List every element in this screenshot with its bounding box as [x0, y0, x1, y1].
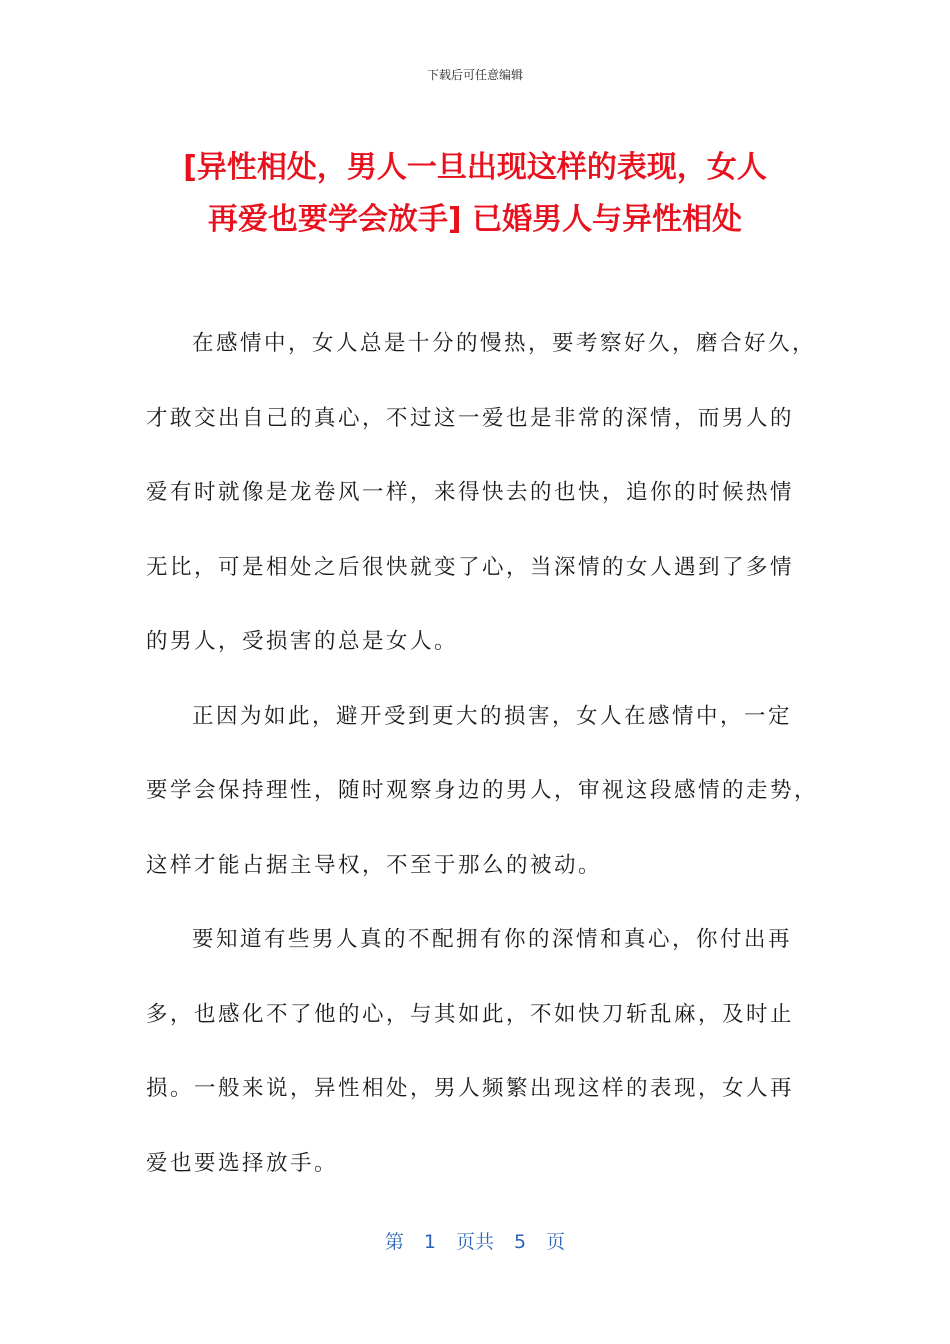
paragraph-1-line-1: 在感情中，女人总是十分的慢热，要考察好久，磨合好久， — [192, 331, 817, 356]
page-prefix: 第 — [384, 1231, 404, 1253]
page-footer — [0, 1227, 950, 1254]
paragraph-2-line-3: 这样才能占据主导权，不至于那么的被动。 — [146, 852, 603, 878]
paragraph-2-line-1: 正因为如此，避开受到更大的损害，女人在感情中，一定 — [192, 703, 793, 729]
paragraph-3-line-4: 爱也要选择放手。 — [146, 1150, 339, 1176]
paragraph-1-line-4: 无比，可是相处之后很快就变了心，当深情的女人遇到了多情 — [146, 554, 795, 580]
document-body — [146, 324, 819, 1218]
title-line-1: [异性相处，男人一旦出现这样的表现，女人 — [183, 150, 767, 185]
page-suffix: 页 — [546, 1231, 566, 1253]
paragraph-3-line-1: 要知道有些男人真的不配拥有你的深情和真心，你付出再 — [192, 927, 793, 952]
paragraph-2-line-2: 要学会保持理性，随时观察身边的男人，审视这段感情的走势， — [146, 778, 819, 803]
paragraph-3-line-2: 多，也感化不了他的心，与其如此，不如快刀斩乱麻，及时止 — [146, 1001, 795, 1027]
page-mid: 页共 — [455, 1231, 494, 1253]
paragraph-1-line-3: 爱有时就像是龙卷风一样，来得快去的也快，追你的时候热情 — [146, 480, 795, 505]
title-line-2: 再爱也要学会放手] 已婚男人与异性相处 — [207, 202, 743, 237]
paragraph-3-line-3: 损。一般来说，异性相处，男人频繁出现这样的表现，女人再 — [146, 1076, 795, 1101]
header-note: 下载后可任意编辑 — [426, 68, 523, 82]
paragraph-1-line-5: 的男人，受损害的总是女人。 — [146, 629, 459, 654]
page-current: 1 — [423, 1231, 436, 1253]
document-title — [120, 142, 830, 246]
page-total: 5 — [514, 1231, 527, 1253]
paragraph-1-line-2: 才敢交出自己的真心，不过这一爱也是非常的深情，而男人的 — [146, 405, 795, 431]
